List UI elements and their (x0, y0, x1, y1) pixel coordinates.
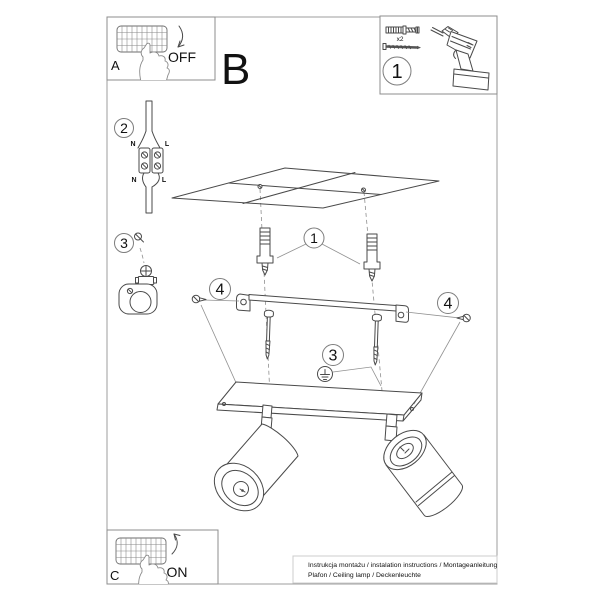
fixing-screw-left (263, 310, 274, 359)
dashed-guide-right (364, 192, 383, 402)
anchor-qty-label: x2 (396, 36, 404, 43)
fixing-screw-right (371, 314, 382, 365)
wall-plug-left (257, 228, 273, 275)
spot-right-stem (386, 414, 397, 427)
footer-line-1: Instrukcja montażu / instalation instructions / Montageanleitung (308, 562, 498, 569)
wiring-diagram (138, 101, 163, 213)
callout-4-left-label: 4 (215, 281, 225, 299)
small-screw-icon (135, 233, 144, 242)
ceiling-panel (172, 168, 439, 208)
callout-2-label: 2 (120, 119, 128, 136)
footer (293, 556, 498, 583)
off-label: OFF (168, 49, 196, 65)
wire-label-l-top: L (164, 141, 170, 148)
wire-label-l-bottom: L (161, 177, 167, 184)
callout-3-ground (318, 345, 382, 387)
ceiling-screw-mark-left (258, 185, 262, 189)
panel-a-label: A (111, 58, 120, 73)
callout-4-right (406, 293, 470, 405)
panel-a (107, 17, 215, 82)
step-3-bracket (115, 233, 158, 314)
step-2-wiring (115, 101, 170, 213)
wire-label-n-top: N (130, 141, 136, 148)
spot-left-stem (262, 405, 272, 418)
spotlight-left (205, 405, 298, 521)
parts-callout-label: 1 (391, 61, 403, 83)
footer-line-2: Plafon / Ceiling lamp / Deckenleuchte (308, 572, 421, 579)
on-label: ON (166, 564, 188, 580)
section-b-label: B (221, 45, 251, 94)
wall-plug-right (364, 234, 380, 281)
assembly-diagram (172, 168, 470, 521)
ceiling-screw-mark-right (362, 188, 366, 192)
callout-3-step-label: 3 (120, 234, 128, 251)
callout-1-anchors (277, 228, 360, 264)
callout-4-left (192, 279, 242, 397)
panel-c (107, 530, 218, 594)
callout-1-label: 1 (310, 230, 318, 246)
parts-panel (380, 16, 497, 94)
dashed-guide-left (260, 189, 270, 396)
swivel-bracket-icon (119, 266, 157, 315)
side-screw-left-icon (192, 295, 206, 303)
dashed-arrow (140, 248, 144, 263)
side-screw-right-icon (457, 314, 470, 322)
panel-c-label: C (110, 568, 120, 583)
callout-3-label: 3 (328, 347, 338, 365)
spotlight-right (376, 414, 462, 516)
mounting-bracket (237, 294, 409, 322)
wire-label-n-bottom: N (131, 177, 137, 184)
ground-symbol-icon (318, 367, 333, 382)
callout-4-right-label: 4 (443, 295, 453, 313)
